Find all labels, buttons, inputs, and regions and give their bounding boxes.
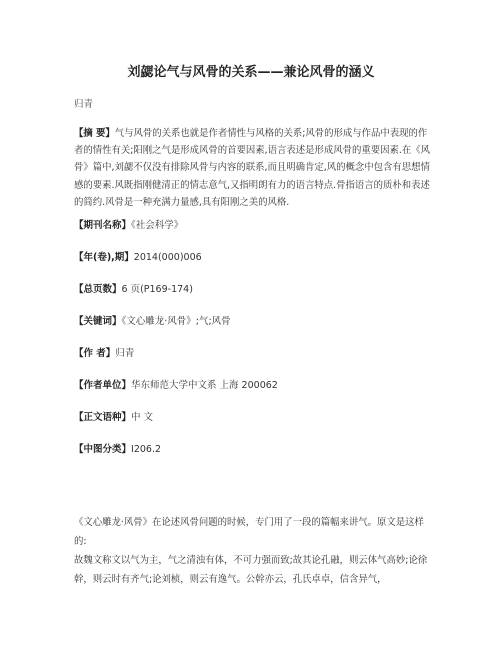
meta-value: 6 页(P169-174) bbox=[121, 284, 193, 295]
meta-label: 【正文语种】 bbox=[74, 412, 132, 423]
meta-value: 《社会科学》 bbox=[131, 220, 184, 231]
meta-label: 【总页数】 bbox=[74, 284, 122, 295]
meta-value: 《文心雕龙·风骨》;气;风骨 bbox=[121, 316, 231, 327]
meta-value: 华东师范大学中文系 上海 200062 bbox=[131, 380, 278, 391]
meta-label: 【作者单位】 bbox=[74, 380, 132, 391]
meta-label: 【关键词】 bbox=[74, 316, 122, 327]
meta-value: 2014(000)006 bbox=[133, 252, 202, 263]
meta-value: 中 文 bbox=[131, 412, 154, 423]
meta-value: 归青 bbox=[115, 348, 135, 359]
meta-page-count bbox=[74, 283, 193, 297]
body-paragraph: 《文心雕龙·风骨》在论述风骨问题的时候，专门用了一段的篇幅来讲气。原文是这样的: bbox=[74, 517, 424, 547]
meta-keywords bbox=[74, 315, 231, 329]
abstract-block bbox=[74, 125, 432, 211]
body-paragraph: 故魏文称文以气为主，气之清浊有体，不可力强而致;故其论孔融，则云体气高妙;论徐幹，则云时有齐气;论刘桢，则云有逸气。公幹亦云，孔氏卓卓，信含异气， bbox=[74, 555, 428, 585]
meta-language bbox=[74, 411, 153, 425]
document-title: 刘勰论气与风骨的关系——兼论风骨的涵义 bbox=[127, 65, 375, 80]
abstract-text: 气与风骨的关系也就是作者情性与风格的关系;风骨的形成与作品中表现的作者的情性有关;阳刚之气是形成风骨的首要因素,语言表述是形成风骨的重要因素.在《风骨》篇中,刘勰不仅没有排除风骨与内容的联系,而且明确肯定,风的概念中包含有思想情感的要素.风既指刚健清正的情志意气,又指明朗有力的语言特点.骨指语言的质朴和表述的简约.风骨是一种充满力量感,具有阳刚之美的风格. bbox=[74, 128, 430, 208]
meta-author bbox=[74, 347, 134, 361]
meta-label: 【年(卷),期】 bbox=[74, 252, 134, 263]
meta-label: 【作 者】 bbox=[74, 348, 116, 359]
meta-label: 【中图分类】 bbox=[74, 444, 132, 455]
meta-journal bbox=[74, 219, 183, 233]
meta-affiliation bbox=[74, 379, 278, 393]
meta-classification bbox=[74, 443, 161, 457]
meta-value: I206.2 bbox=[131, 444, 162, 455]
body-text bbox=[74, 513, 434, 589]
meta-volume-issue bbox=[74, 251, 202, 265]
document-author: 归青 bbox=[74, 99, 94, 110]
abstract-label: 【摘 要】 bbox=[74, 128, 115, 139]
meta-label: 【期刊名称】 bbox=[74, 220, 132, 231]
